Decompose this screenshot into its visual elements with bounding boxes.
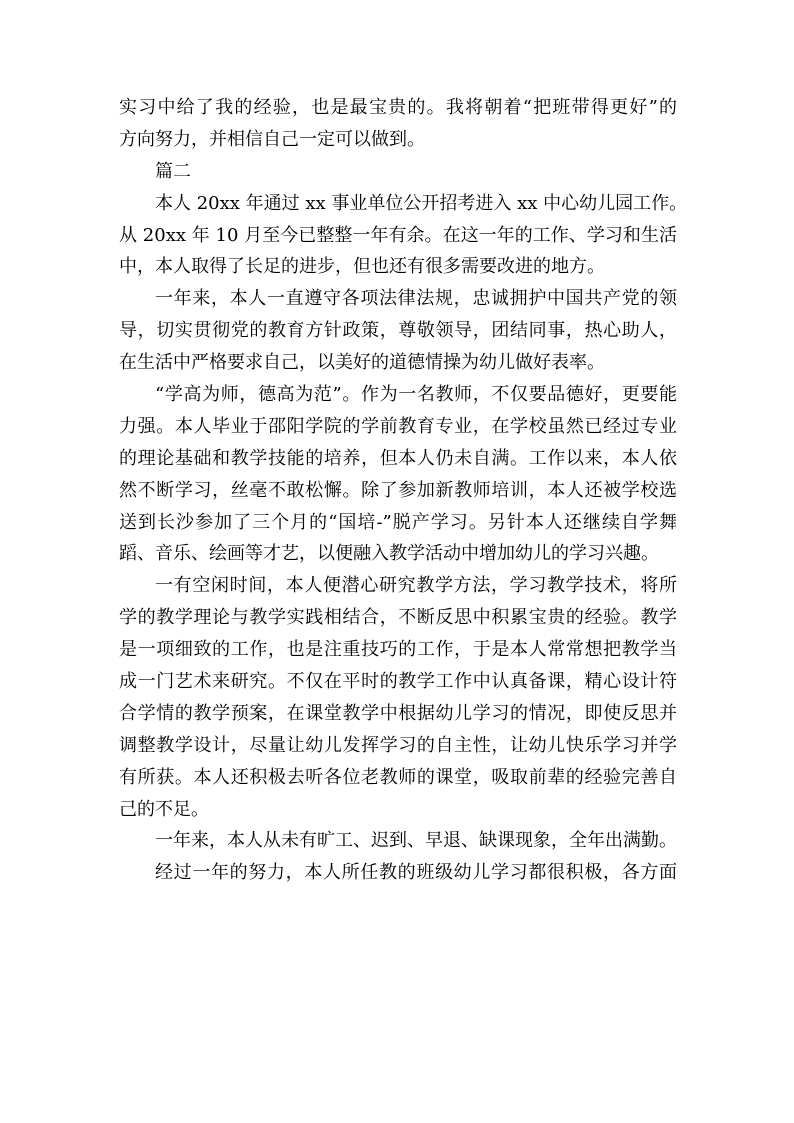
text-line: 调整教学设计，尽量让幼儿发挥学习的自主性，让幼儿快乐学习并学	[119, 734, 677, 756]
text-line: 己的不足。	[119, 798, 209, 820]
text-line: 有所获。本人还积极去听各位老教师的课堂，吸取前辈的经验完善自	[119, 766, 677, 788]
text-line: 篇二	[155, 160, 191, 182]
text-line: 送到长沙参加了三个月的“国培-”脱产学习。另针本人还继续自学舞	[119, 511, 677, 533]
text-line: 方向努力，并相信自己一定可以做到。	[119, 128, 425, 150]
text-line: 导，切实贯彻党的教育方针政策，尊敬领导，团结同事，热心助人，	[119, 320, 677, 342]
text-line: 的理论基础和教学技能的培养，但本人仍未自满。工作以来，本人依	[119, 447, 677, 469]
text-line: 一有空闲时间，本人便潜心研究教学方法，学习教学技术，将所	[155, 575, 677, 597]
text-line: 合学情的教学预案，在课堂教学中根据幼儿学习的情况，即使反思并	[119, 702, 677, 724]
text-line: 本人 20xx 年通过 xx 事业单位公开招考进入 xx 中心幼儿园工作。	[155, 192, 688, 214]
text-line: 一年来，本人一直遵守各项法律法规，忠诚拥护中国共产党的领	[155, 288, 677, 310]
text-line: 中，本人取得了长足的进步，但也还有很多需要改进的地方。	[119, 256, 605, 278]
text-line: 蹈、音乐、绘画等才艺，以便融入教学活动中增加幼儿的学习兴趣。	[119, 543, 659, 565]
text-line: 力强。本人毕业于邵阳学院的学前教育专业，在学校虽然已经过专业	[119, 415, 677, 437]
text-line: 经过一年的努力，本人所任教的班级幼儿学习都很积极，各方面	[155, 862, 677, 884]
text-line: 一年来，本人从未有旷工、迟到、早退、缺课现象，全年出满勤。	[155, 830, 677, 852]
text-line: 在生活中严格要求自己，以美好的道德情操为幼儿做好表率。	[119, 352, 605, 374]
text-line: 实习中给了我的经验，也是最宝贵的。我将朝着“把班带得更好”的	[119, 97, 677, 118]
text-line: 从 20xx 年 10 月至今已整整一年有余。在这一年的工作、学习和生活	[119, 224, 677, 246]
document-page	[119, 92, 688, 889]
text-line: 成一门艺术来研究。不仅在平时的教学工作中认真备课，精心设计符	[119, 671, 677, 693]
text-line: 是一项细致的工作，也是注重技巧的工作，于是本人常常想把教学当	[119, 639, 677, 661]
text-line: 学的教学理论与教学实践相结合，不断反思中积累宝贵的经验。教学	[119, 607, 677, 629]
text-line: 然不断学习，丝毫不敢松懈。除了参加新教师培训，本人还被学校选	[119, 479, 677, 501]
text-line: “学高为师，德高为范”。作为一名教师，不仅要品德好，更要能	[155, 384, 677, 406]
